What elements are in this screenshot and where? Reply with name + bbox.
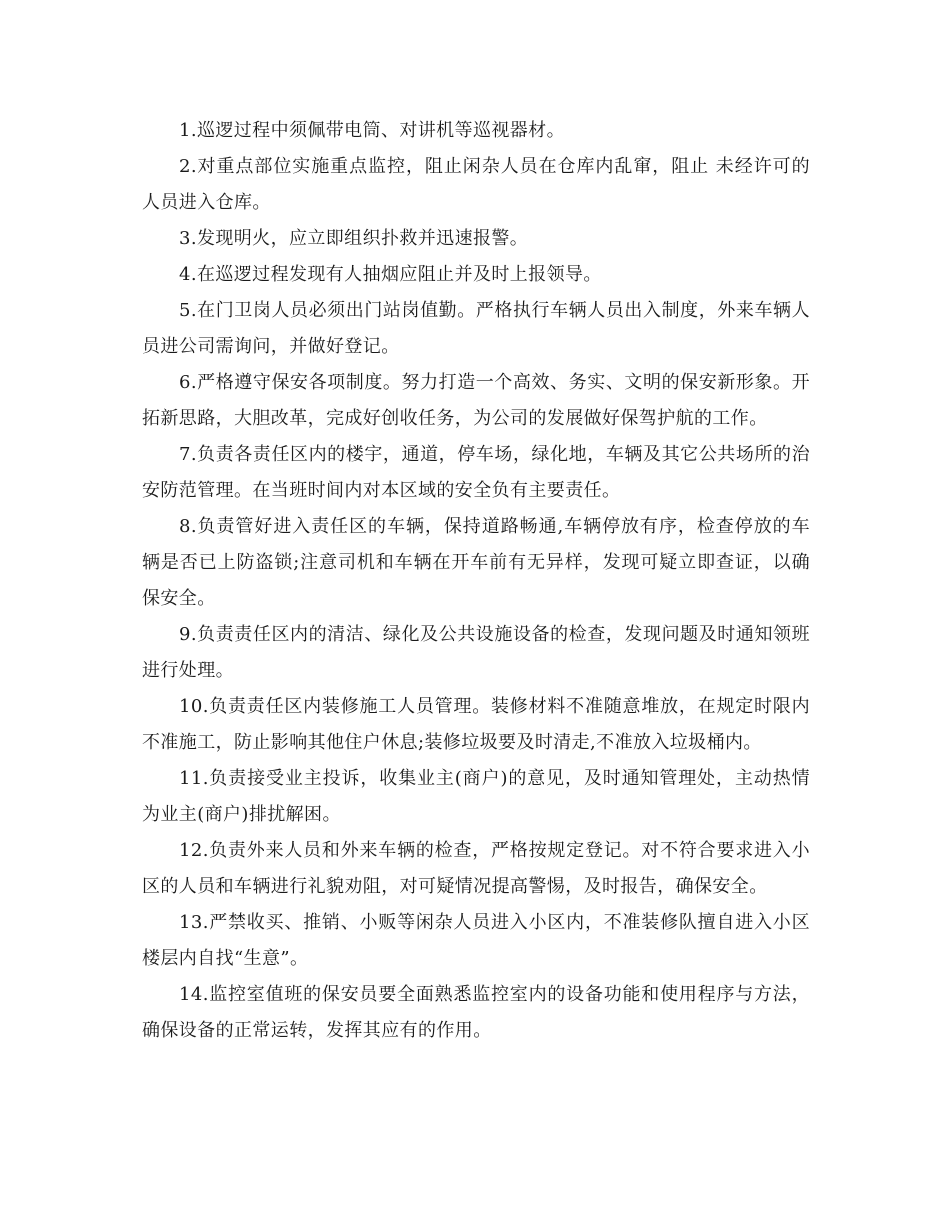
paragraph-13: 13.严禁收买、推销、小贩等闲杂人员进入小区内，不准装修队擅自进入小区楼层内自找“生意”。 (142, 912, 810, 969)
document-body (142, 113, 810, 1049)
paragraph-12: 12.负责外来人员和外来车辆的检查，严格按规定登记。对不符合要求进入小区的人员和车辆进行礼貌劝阻，对可疑情况提高警惕，及时报告，确保安全。 (142, 840, 810, 897)
paragraph-1: 1.巡逻过程中须佩带电筒、对讲机等巡视器材。 (179, 120, 565, 141)
paragraph-5: 5.在门卫岗人员必须出门站岗值勤。严格执行车辆人员出入制度，外来车辆人员进公司需询问，并做好登记。 (142, 300, 810, 357)
paragraph-6: 6.严格遵守保安各项制度。努力打造一个高效、务实、文明的保安新形象。开拓新思路，大胆改革，完成好创收任务，为公司的发展做好保驾护航的工作。 (142, 372, 810, 429)
paragraph-10: 10.负责责任区内装修施工人员管理。装修材料不准随意堆放，在规定时限内不准施工，防止影响其他住户休息;装修垃圾要及时清走,不准放入垃圾桶内。 (142, 696, 810, 753)
paragraph-11: 11.负责接受业主投诉，收集业主(商户)的意见，及时通知管理处，主动热情为业主(商户)排扰解困。 (142, 768, 810, 825)
paragraph-7: 7.负责各责任区内的楼宇，通道，停车场，绿化地，车辆及其它公共场所的治安防范管理。在当班时间内对本区域的安全负有主要责任。 (142, 444, 810, 501)
paragraph-8: 8.负责管好进入责任区的车辆，保持道路畅通,车辆停放有序，检查停放的车辆是否已上防盗锁;注意司机和车辆在开车前有无异样，发现可疑立即查证，以确保安全。 (142, 516, 810, 609)
paragraph-14: 14.监控室值班的保安员要全面熟悉监控室内的设备功能和使用程序与方法，确保设备的正常运转，发挥其应有的作用。 (142, 984, 810, 1041)
paragraph-3: 3.发现明火，应立即组织扑救并迅速报警。 (179, 228, 529, 249)
paragraph-9: 9.负责责任区内的清洁、绿化及公共设施设备的检查，发现问题及时通知领班进行处理。 (142, 624, 810, 681)
paragraph-2: 2.对重点部位实施重点监控，阻止闲杂人员在仓库内乱窜，阻止 未经许可的人员进入仓库。 (142, 156, 810, 213)
paragraph-4: 4.在巡逻过程发现有人抽烟应阻止并及时上报领导。 (179, 264, 602, 285)
